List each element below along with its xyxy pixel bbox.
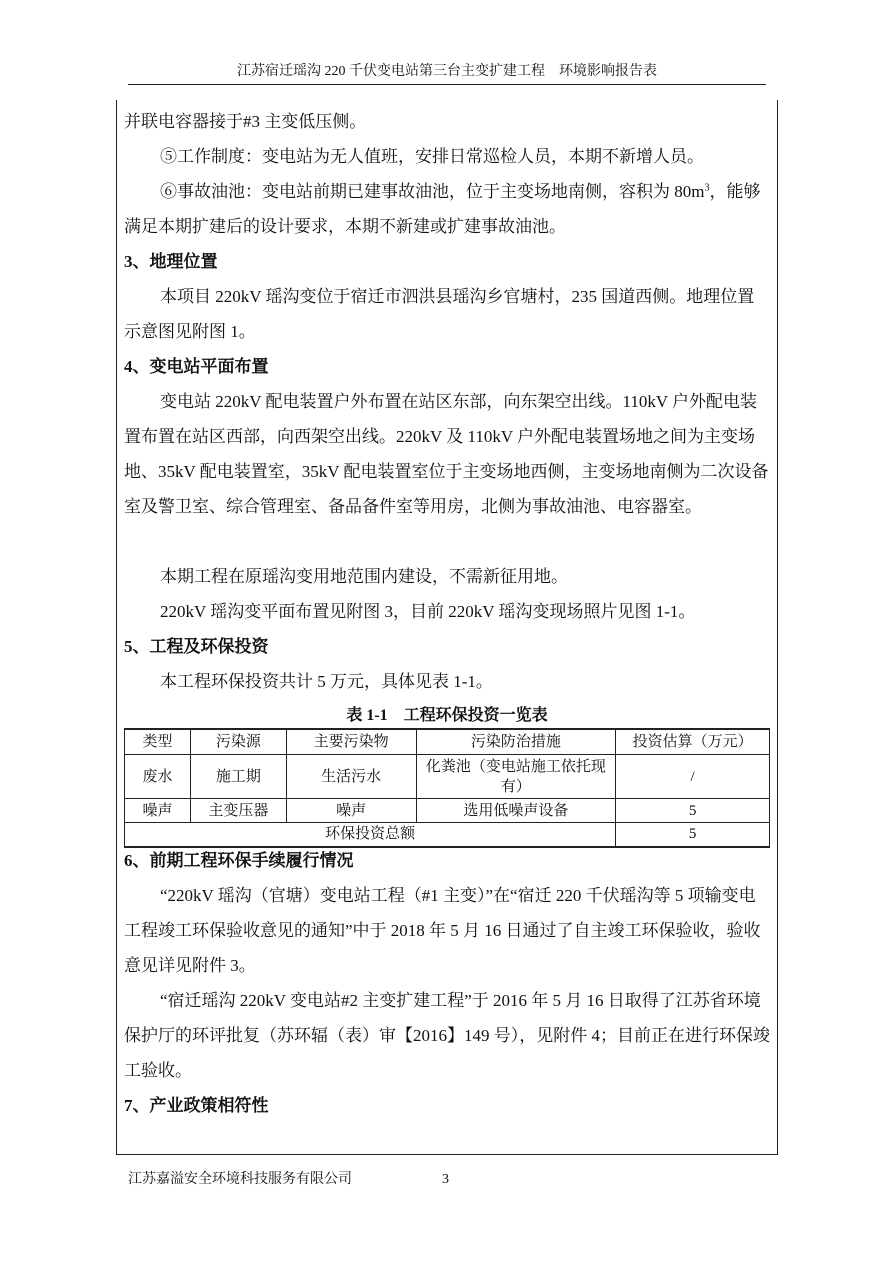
paragraph-location: 本项目 220kV 瑶沟变位于宿迁市泗洪县瑶沟乡官塘村，235 国道西侧。地理位置示意图见附图 1。 (124, 287, 755, 341)
paragraph-oil-pit (124, 174, 770, 244)
paragraph-work-system: ⑤工作制度：变电站为无人值班，安排日常巡检人员，本期不新增人员。 (160, 147, 704, 166)
heading-industry-policy: 7、产业政策相符性 (124, 1096, 269, 1115)
table-cell: 选用低噪声设备 (416, 799, 616, 823)
table-cell: 5 (616, 799, 770, 823)
table-cell: 施工期 (190, 755, 286, 799)
total-label: 环保投资总额 (125, 823, 616, 847)
table-cell: / (616, 755, 770, 799)
table-row (125, 755, 770, 799)
total-value: 5 (616, 823, 770, 847)
paragraph-capacitor: 并联电容器接于#3 主变低压侧。 (124, 112, 367, 131)
table-cell: 噪声 (286, 799, 416, 823)
col-header-pollutant: 主要污染物 (286, 729, 416, 755)
paragraph-acceptance-1: “220kV 瑶沟（官塘）变电站工程（#1 主变）”在“宿迁 220 千伏瑶沟等 5 项输变电工程竣工环保验收意见的通知”中于 2018 年 5 月 16 日通过了自主竣工环保验收，验收意见详见附件 3。 (124, 886, 761, 975)
paragraph-investment: 本工程环保投资共计 5 万元，具体见表 1-1。 (160, 672, 493, 691)
table-cell: 主变压器 (190, 799, 286, 823)
table-caption: 表 1-1 工程环保投资一览表 (346, 707, 548, 724)
paragraph-layout: 变电站 220kV 配电装置户外布置在站区东部，向东架空出线。110kV 户外配电装置布置在站区西部，向西架空出线。220kV 及 110kV 户外配电装置场地之间为主变场地、35kV 配电装置室，35kV 配电装置室位于主变场地西侧，主变场地南侧为二次设备室及警卫室、综合管理室、备品备件室等用房，北侧为事故油池、电容器室。 (124, 392, 769, 516)
table-row (125, 799, 770, 823)
footer-company: 江苏嘉溢安全环境科技服务有限公司 (128, 1172, 352, 1187)
page-header: 江苏宿迁瑶沟 220 千伏变电站第三台主变扩建工程 环境影响报告表 (237, 64, 657, 79)
investment-table (124, 728, 770, 848)
paragraph-acceptance-2: “宿迁瑶沟 220kV 变电站#2 主变扩建工程”于 2016 年 5 月 16 日取得了江苏省环境保护厅的环评批复（苏环辐（表）审【2016】149 号），见附件 4；目前正在进行环保竣工验收。 (124, 991, 770, 1080)
page-number: 3 (442, 1172, 449, 1187)
heading-layout: 4、变电站平面布置 (124, 357, 269, 376)
oil-pit-text-a: ⑥事故油池：变电站前期已建事故油池，位于主变场地南侧，容积为 80m (160, 182, 705, 201)
header-divider (128, 84, 766, 85)
col-header-measure: 污染防治措施 (416, 729, 616, 755)
paragraph-land: 本期工程在原瑶沟变用地范围内建设，不需新征用地。 (160, 567, 568, 586)
table-cell: 噪声 (125, 799, 191, 823)
oil-pit-text-b: ，能够满足本期扩建后的设计要求，本期不新建或扩建事故油池。 (124, 182, 761, 236)
paragraph-figures: 220kV 瑶沟变平面布置见附图 3，目前 220kV 瑶沟变现场照片见图 1-1。 (160, 602, 696, 621)
col-header-type: 类型 (125, 729, 191, 755)
col-header-cost: 投资估算（万元） (616, 729, 770, 755)
oil-pit-superscript: 3 (704, 182, 710, 194)
heading-previous-procedures: 6、前期工程环保手续履行情况 (124, 851, 354, 870)
table-cell: 废水 (125, 755, 191, 799)
heading-investment: 5、工程及环保投资 (124, 637, 269, 656)
table-cell: 化粪池（变电站施工依托现有） (416, 755, 616, 799)
table-header-row (125, 729, 770, 755)
col-header-source: 污染源 (190, 729, 286, 755)
table-cell: 生活污水 (286, 755, 416, 799)
heading-location: 3、地理位置 (124, 252, 218, 271)
